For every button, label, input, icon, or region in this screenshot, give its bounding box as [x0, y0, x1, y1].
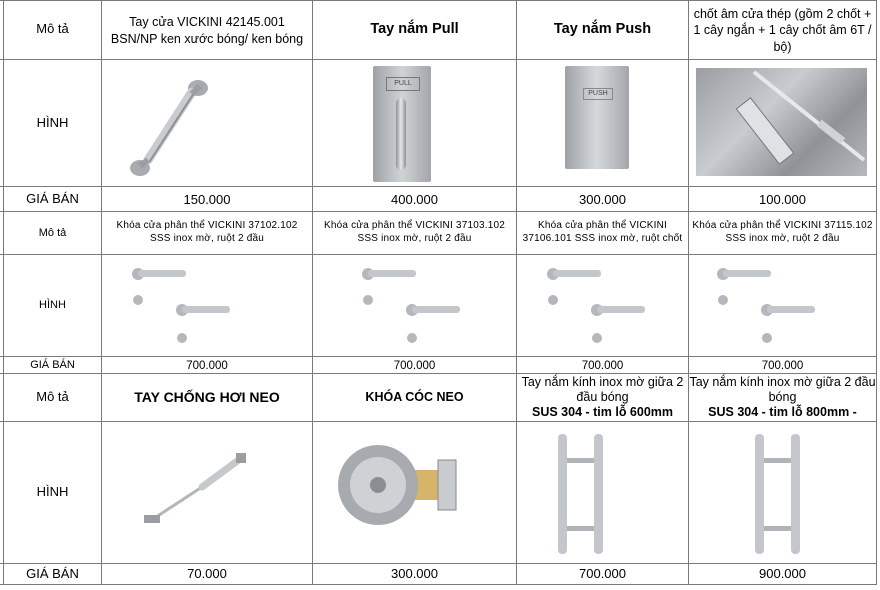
- description-line: Tay nắm kính inox mờ giữa 2 đầu bóng: [521, 375, 684, 404]
- row-label-price: GIÁ BÁN: [26, 565, 79, 581]
- pull-plate-text: PULL: [386, 77, 420, 91]
- product-description: [689, 374, 876, 421]
- gas-spring-image: [140, 445, 250, 530]
- lever-lockset-image: [715, 262, 825, 350]
- glass-door-handle-image: [550, 430, 620, 558]
- lever-lockset-image: [545, 262, 655, 350]
- product-description: KHÓA CÓC NEO: [365, 390, 464, 405]
- lever-lockset-image: [360, 262, 470, 350]
- row-label-price: GIÁ BÁN: [26, 190, 79, 206]
- row-label-description: Mô tả: [36, 389, 69, 405]
- product-price: 700.000: [186, 359, 228, 372]
- product-price: 700.000: [393, 359, 436, 372]
- row-label-description: Mô tả: [38, 226, 67, 239]
- product-price: 100.000: [759, 192, 806, 208]
- row-label-image: HÌNH: [36, 484, 69, 500]
- push-plate-image: [565, 66, 629, 169]
- product-description: chốt âm cửa thép (gồm 2 chốt + 1 cây ngắn + 1 cây chốt âm 6T / bộ): [693, 7, 872, 54]
- flush-bolt-image: [696, 68, 867, 176]
- product-description: Tay cửa VICKINI 42145.001 BSN/NP ken xước bóng/ ken bóng: [110, 15, 304, 46]
- product-price: 900.000: [759, 565, 806, 581]
- product-description: Khóa cửa phân thể VICKINI 37103.102 SSS inox mờ, ruột 2 đầu: [323, 220, 506, 244]
- pull-plate-image: [373, 66, 431, 182]
- product-description: Tay nắm Push: [553, 21, 652, 38]
- product-price: 300.000: [391, 565, 438, 581]
- product-price: 700.000: [579, 565, 626, 581]
- product-description: TAY CHỐNG HƠI NEO: [134, 389, 280, 406]
- lever-lockset-image: [130, 262, 240, 350]
- product-description: Tay nắm Pull: [370, 21, 459, 38]
- product-description: Khóa cửa phân thể VICKINI 37106.101 SSS inox mờ, ruột chốt: [522, 220, 683, 244]
- product-price: 150.000: [183, 192, 231, 208]
- row-label-price: GIÁ BÁN: [30, 358, 75, 371]
- product-price: 400.000: [391, 192, 438, 208]
- row-label-image: HÌNH: [36, 114, 69, 130]
- push-plate-text: PUSH: [583, 88, 613, 100]
- description-line-bold: SUS 304 - tim lỗ 600mm: [531, 405, 674, 419]
- product-description: [517, 374, 688, 421]
- description-line: Tay nắm kính inox mờ giữa 2 đầu bóng: [689, 375, 876, 404]
- long-bar-handle-image: [120, 70, 220, 185]
- product-price: 700.000: [761, 359, 804, 372]
- deadbolt-image: [330, 440, 465, 530]
- product-price: 300.000: [579, 192, 626, 208]
- product-description: Khóa cửa phân thể VICKINI 37115.102 SSS inox mờ, ruột 2 đầu: [692, 220, 873, 244]
- description-line-bold: SUS 304 - tim lỗ 800mm -: [708, 405, 857, 419]
- glass-door-handle-image: [747, 430, 817, 558]
- row-label-image: HÌNH: [39, 299, 66, 312]
- product-price: 70.000: [187, 565, 227, 581]
- product-price: 700.000: [581, 359, 624, 372]
- row-label-description: Mô tả: [36, 21, 69, 37]
- product-description: Khóa cửa phân thể VICKINI 37102.102 SSS inox mờ, ruột 2 đầu: [116, 220, 298, 244]
